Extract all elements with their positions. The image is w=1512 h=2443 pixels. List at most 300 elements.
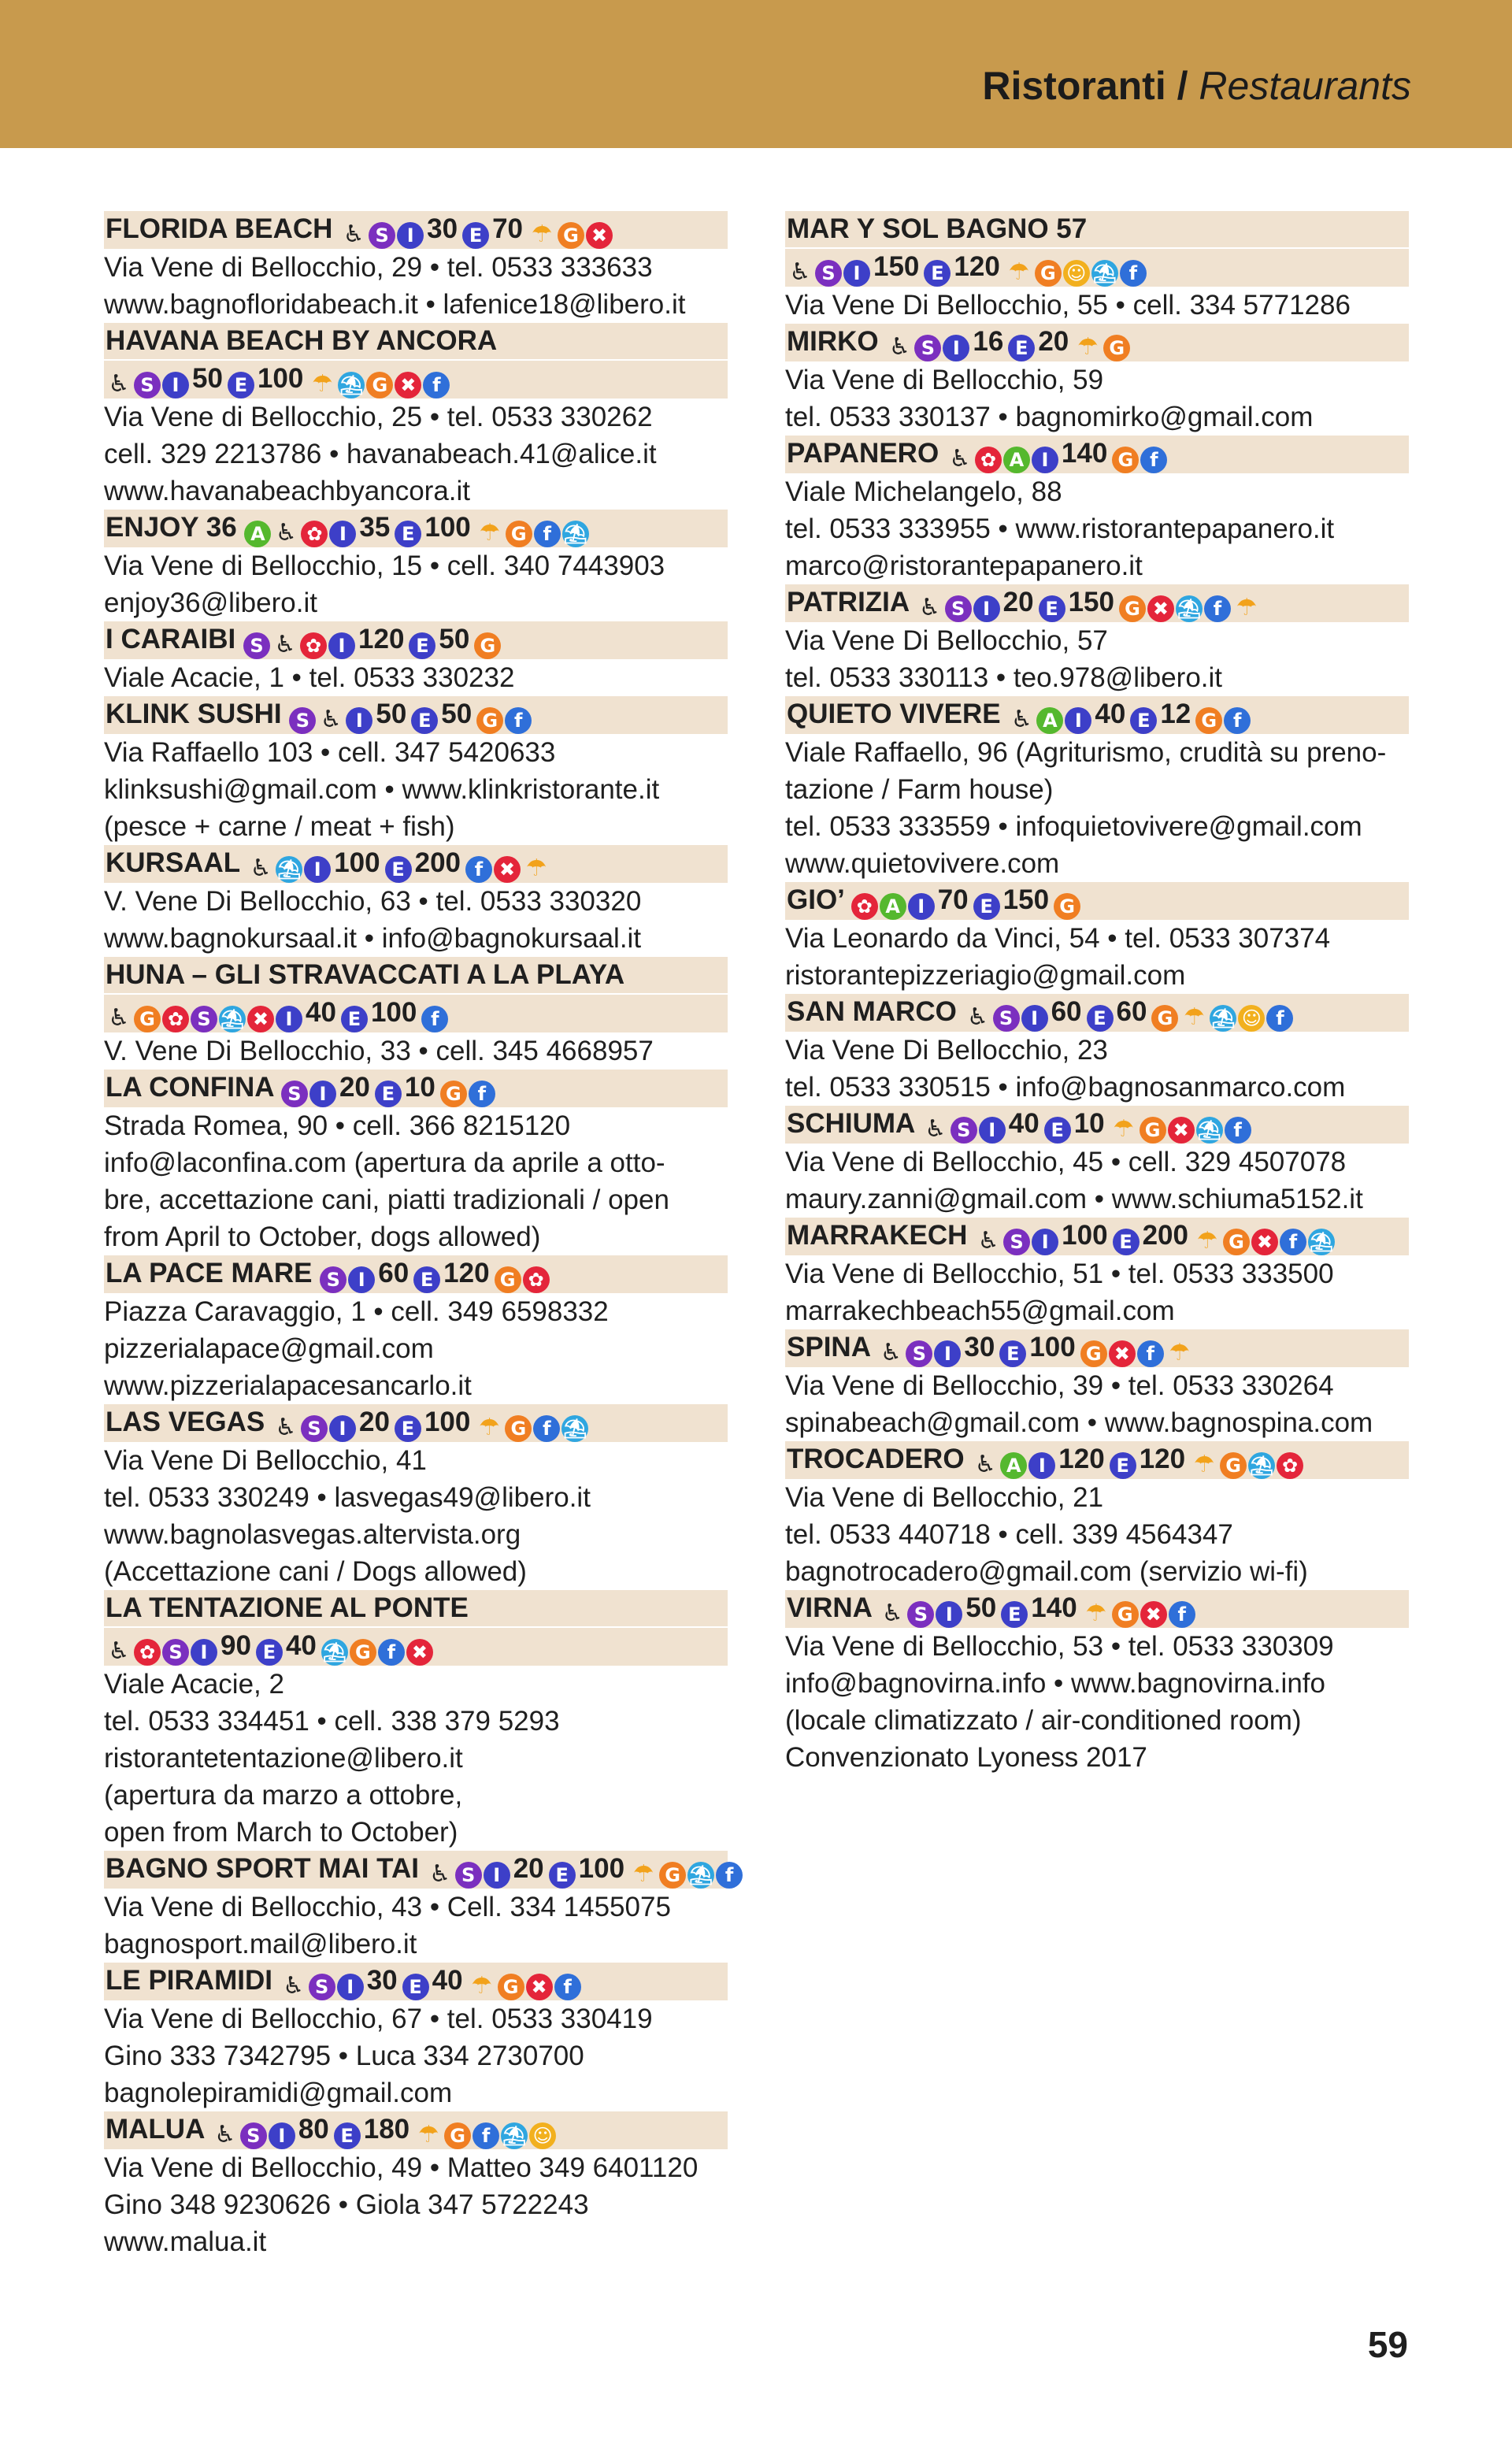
gluten-free-icon: G bbox=[1220, 1452, 1247, 1479]
wifi-icon: ⛱ bbox=[338, 372, 365, 399]
facebook-icon: f bbox=[554, 1974, 581, 2000]
facebook-icon: f bbox=[1225, 1117, 1251, 1144]
listing-name-bar bbox=[785, 584, 1409, 622]
listing-detail-line: Via Vene di Bellocchio, 67 • tel. 0533 330419 bbox=[104, 2004, 653, 2034]
listing-detail-line: tel. 0533 330249 • lasvegas49@libero.it bbox=[104, 1482, 591, 1513]
seat-count: 120 bbox=[358, 624, 405, 654]
service-icon: S bbox=[369, 222, 395, 249]
gluten-free-icon: G bbox=[366, 372, 393, 399]
listing-name-bar bbox=[785, 696, 1409, 734]
listing-entry bbox=[104, 2111, 728, 2260]
seat-count: 100 bbox=[1062, 1220, 1108, 1251]
listing-detail-line: ristorantepizzeriagio@gmail.com bbox=[785, 960, 1186, 991]
listing-entry bbox=[785, 1590, 1409, 1776]
credit-card-icon: ✖ bbox=[395, 372, 421, 399]
left-column bbox=[104, 211, 734, 2260]
listing-name-bar bbox=[785, 211, 1409, 247]
wifi-icon: ⛱ bbox=[1308, 1229, 1335, 1255]
right-column bbox=[785, 211, 1409, 1776]
indoor-seats-icon: I bbox=[484, 1862, 510, 1889]
gluten-free-icon: G bbox=[1035, 260, 1062, 287]
air-conditioning-icon: A bbox=[880, 893, 906, 920]
beach-umbrella-icon: ☂ bbox=[1183, 1003, 1205, 1031]
listing-entry bbox=[785, 1218, 1409, 1329]
gluten-free-icon: G bbox=[505, 1415, 532, 1442]
listing-name-bar bbox=[104, 2111, 728, 2149]
listing-name: ENJOY 36 bbox=[106, 512, 237, 543]
listing-name-bar bbox=[104, 1070, 728, 1107]
listing-detail-line: cell. 329 2213786 • havanabeach.41@alice.it bbox=[104, 439, 657, 469]
listing-name-bar bbox=[104, 510, 728, 547]
listing-name: SCHIUMA bbox=[787, 1108, 915, 1139]
listing-detail-line: bre, accettazione cani, piatti tradizionali / open bbox=[104, 1184, 669, 1215]
credit-card-icon: ✖ bbox=[526, 1974, 553, 2000]
beach-umbrella-icon: ☂ bbox=[478, 1414, 500, 1441]
listing-detail-line: ristorantetentazione@libero.it bbox=[104, 1743, 463, 1774]
indoor-seats-icon: I bbox=[162, 372, 189, 399]
indoor-seats-icon: I bbox=[843, 260, 870, 287]
facebook-icon: f bbox=[1224, 707, 1251, 734]
service-icon: S bbox=[309, 1974, 335, 2000]
listing-detail-line: Via Vene di Bellocchio, 51 • tel. 0533 333500 bbox=[785, 1259, 1334, 1289]
wheelchair-icon: ♿ bbox=[967, 1003, 989, 1031]
gluten-free-icon: G bbox=[440, 1081, 467, 1107]
wifi-icon: ⛱ bbox=[219, 1006, 246, 1032]
seat-count: 60 bbox=[378, 1258, 410, 1288]
listing-detail-line: Via Vene Di Bellocchio, 55 • cell. 334 5771286 bbox=[785, 290, 1351, 321]
seat-count: 100 bbox=[334, 847, 380, 878]
listing-detail-line: Via Vene di Bellocchio, 15 • cell. 340 7443903 bbox=[104, 551, 665, 581]
listing-name: MALUA bbox=[106, 2114, 205, 2145]
listing-detail-line: Via Leonardo da Vinci, 54 • tel. 0533 307374 bbox=[785, 923, 1331, 954]
beach-umbrella-icon: ☂ bbox=[1077, 333, 1099, 361]
listing-entry bbox=[104, 1851, 734, 1963]
listing-icons-bar bbox=[104, 1626, 728, 1666]
wifi-icon: ⛱ bbox=[501, 2122, 528, 2149]
facebook-icon: f bbox=[716, 1862, 743, 1889]
gluten-free-icon: G bbox=[659, 1862, 686, 1889]
seat-count: 120 bbox=[1058, 1444, 1105, 1474]
seat-count: 20 bbox=[339, 1072, 370, 1103]
indoor-seats-icon: I bbox=[346, 707, 372, 734]
listing-entry bbox=[104, 323, 728, 510]
outdoor-seats-icon: E bbox=[1087, 1005, 1114, 1032]
listing-name-bar bbox=[104, 1963, 728, 2000]
wifi-icon: ⛱ bbox=[1248, 1452, 1275, 1479]
service-icon: S bbox=[289, 707, 316, 734]
listing-detail-line: tel. 0533 440718 • cell. 339 4564347 bbox=[785, 1519, 1233, 1550]
listing-detail-line: tel. 0533 334451 • cell. 338 379 5293 bbox=[104, 1706, 560, 1737]
facebook-icon: f bbox=[533, 1415, 560, 1442]
listing-entry bbox=[785, 994, 1409, 1106]
facebook-icon: f bbox=[1266, 1005, 1293, 1032]
listing-detail-line: Via Vene di Bellocchio, 39 • tel. 0533 330264 bbox=[785, 1370, 1334, 1401]
wheelchair-icon: ♿ bbox=[881, 1600, 903, 1627]
page-title bbox=[982, 63, 1411, 109]
listing-detail-line: tel. 0533 330113 • teo.978@libero.it bbox=[785, 662, 1223, 693]
seat-count: 10 bbox=[1073, 1108, 1105, 1139]
service-icon: S bbox=[906, 1340, 932, 1367]
beach-umbrella-icon: ☂ bbox=[1008, 258, 1030, 286]
credit-card-icon: ✖ bbox=[1109, 1340, 1136, 1367]
listing-detail-line: Via Vene di Bellocchio, 49 • Matteo 349 6401120 bbox=[104, 2152, 699, 2183]
seat-count: 60 bbox=[1051, 996, 1082, 1027]
wifi-icon: ⛱ bbox=[1210, 1005, 1236, 1032]
listing-icons-bar bbox=[785, 247, 1409, 287]
beach-umbrella-icon: ☂ bbox=[1169, 1339, 1191, 1366]
listing-name: PAPANERO bbox=[787, 438, 939, 469]
listing-name-bar bbox=[104, 845, 728, 883]
kids-icon: ☺ bbox=[1238, 1005, 1265, 1032]
listing-entry bbox=[785, 696, 1409, 882]
seat-count: 200 bbox=[1142, 1220, 1188, 1251]
indoor-seats-icon: I bbox=[191, 1639, 217, 1666]
wheelchair-icon: ♿ bbox=[343, 221, 365, 248]
seat-count: 140 bbox=[1031, 1592, 1077, 1623]
facebook-icon: f bbox=[1137, 1340, 1164, 1367]
seat-count: 90 bbox=[220, 1630, 251, 1661]
listing-detail-line: bagnosport.mail@libero.it bbox=[104, 1929, 417, 1959]
listing-name: KURSAAL bbox=[106, 847, 240, 878]
listing-entry bbox=[785, 584, 1409, 696]
wheelchair-icon: ♿ bbox=[977, 1227, 999, 1255]
wifi-icon: ⛱ bbox=[1176, 595, 1203, 622]
listing-detail-line: tel. 0533 333559 • infoquietovivere@gmail.com bbox=[785, 811, 1362, 842]
outdoor-seats-icon: E bbox=[402, 1974, 429, 2000]
wheelchair-icon: ♿ bbox=[1010, 706, 1032, 733]
gluten-free-icon: G bbox=[498, 1974, 524, 2000]
seat-count: 40 bbox=[432, 1965, 463, 1996]
wheelchair-icon: ♿ bbox=[283, 1972, 305, 2000]
seat-count: 60 bbox=[1116, 996, 1147, 1027]
seat-count: 120 bbox=[954, 251, 1000, 282]
listing-detail-line: Viale Raffaello, 96 (Agriturismo, crudità su preno- bbox=[785, 737, 1387, 768]
outdoor-seats-icon: E bbox=[413, 1266, 440, 1293]
indoor-seats-icon: I bbox=[973, 595, 1000, 622]
listing-detail-line: tazione / Farm house) bbox=[785, 774, 1054, 805]
listing-name: KLINK SUSHI bbox=[106, 699, 282, 729]
listing-detail-line: Via Vene Di Bellocchio, 23 bbox=[785, 1035, 1108, 1066]
listing-entry bbox=[104, 1255, 728, 1404]
listing-name: MARRAKECH bbox=[787, 1220, 968, 1251]
gluten-free-icon: G bbox=[495, 1266, 521, 1293]
listing-detail-line: pizzerialapace@gmail.com bbox=[104, 1333, 434, 1364]
listing-detail-line: spinabeach@gmail.com • www.bagnospina.com bbox=[785, 1407, 1373, 1438]
listing-name-bar bbox=[104, 323, 728, 359]
page-header bbox=[0, 0, 1512, 148]
gluten-free-icon: G bbox=[1195, 707, 1222, 734]
facebook-icon: f bbox=[469, 1081, 495, 1107]
indoor-seats-icon: I bbox=[1065, 707, 1091, 734]
service-icon: S bbox=[191, 1006, 217, 1032]
seat-count: 40 bbox=[1008, 1108, 1040, 1139]
service-icon: S bbox=[281, 1081, 308, 1107]
indoor-seats-icon: I bbox=[337, 1974, 364, 2000]
gluten-free-icon: G bbox=[1103, 335, 1130, 361]
facebook-icon: f bbox=[1120, 260, 1147, 287]
beach-umbrella-icon: ☂ bbox=[479, 519, 501, 547]
gluten-free-icon: G bbox=[444, 2122, 471, 2149]
seat-count: 20 bbox=[1002, 587, 1034, 617]
wheelchair-icon: ♿ bbox=[880, 1339, 902, 1366]
listing-entry bbox=[104, 1590, 728, 1851]
facebook-icon: f bbox=[421, 1006, 448, 1032]
listing-detail-line: bagnotrocadero@gmail.com (servizio wi-fi) bbox=[785, 1556, 1308, 1587]
pizza-icon: ✿ bbox=[301, 521, 328, 547]
indoor-seats-icon: I bbox=[276, 1006, 302, 1032]
listing-detail-line: V. Vene Di Bellocchio, 33 • cell. 345 4668957 bbox=[104, 1036, 654, 1066]
page-title-italic: Restaurants bbox=[1188, 64, 1411, 108]
listing-name: LA TENTAZIONE AL PONTE bbox=[106, 1592, 469, 1623]
seat-count: 120 bbox=[443, 1258, 490, 1288]
seat-count: 50 bbox=[441, 699, 472, 729]
wheelchair-icon: ♿ bbox=[925, 1115, 947, 1143]
listing-detail-line: klinksushi@gmail.com • www.klinkristorante.it bbox=[104, 774, 660, 805]
outdoor-seats-icon: E bbox=[973, 893, 1000, 920]
service-icon: S bbox=[993, 1005, 1020, 1032]
air-conditioning-icon: A bbox=[1000, 1452, 1027, 1479]
listing-name-bar bbox=[104, 1255, 728, 1293]
listing-name: TROCADERO bbox=[787, 1444, 965, 1474]
wheelchair-icon: ♿ bbox=[214, 2121, 236, 2148]
listing-entry bbox=[785, 1106, 1409, 1218]
listing-name: FLORIDA BEACH bbox=[106, 213, 333, 244]
wifi-icon: ⛱ bbox=[561, 1415, 588, 1442]
seat-count: 100 bbox=[257, 363, 304, 394]
listing-name-bar bbox=[785, 436, 1409, 473]
seat-count: 16 bbox=[973, 326, 1004, 357]
indoor-seats-icon: I bbox=[329, 1415, 356, 1442]
seat-count: 100 bbox=[424, 512, 471, 543]
service-icon: S bbox=[907, 1601, 934, 1628]
listing-entry bbox=[785, 211, 1409, 324]
wheelchair-icon: ♿ bbox=[949, 445, 971, 473]
outdoor-seats-icon: E bbox=[1039, 595, 1065, 622]
service-icon: S bbox=[815, 260, 842, 287]
pizza-icon: ✿ bbox=[162, 1006, 189, 1032]
seat-count: 80 bbox=[298, 2114, 329, 2145]
beach-umbrella-icon: ☂ bbox=[471, 1972, 493, 2000]
listing-name-bar bbox=[104, 621, 728, 659]
outdoor-seats-icon: E bbox=[411, 707, 438, 734]
listing-icons-bar bbox=[104, 993, 728, 1032]
gluten-free-icon: G bbox=[1140, 1117, 1166, 1144]
facebook-icon: f bbox=[465, 856, 492, 883]
listing-detail-line: Via Vene di Bellocchio, 59 bbox=[785, 365, 1104, 395]
listing-name: BAGNO SPORT MAI TAI bbox=[106, 1853, 419, 1884]
listing-detail-line: open from March to October) bbox=[104, 1817, 458, 1848]
listing-detail-line: info@laconfina.com (apertura da aprile a otto- bbox=[104, 1147, 665, 1178]
indoor-seats-icon: I bbox=[943, 335, 969, 361]
gluten-free-icon: G bbox=[474, 632, 501, 659]
indoor-seats-icon: I bbox=[936, 1601, 962, 1628]
listing-icons-bar bbox=[104, 359, 728, 399]
beach-umbrella-icon: ☂ bbox=[632, 1860, 654, 1888]
listing-name-bar bbox=[785, 1106, 1409, 1144]
beach-umbrella-icon: ☂ bbox=[1193, 1451, 1215, 1478]
listing-name-bar bbox=[104, 696, 728, 734]
seat-count: 100 bbox=[1029, 1332, 1076, 1362]
credit-card-icon: ✖ bbox=[494, 856, 521, 883]
air-conditioning-icon: A bbox=[1036, 707, 1063, 734]
wheelchair-icon: ♿ bbox=[108, 370, 130, 398]
listing-detail-line: tel. 0533 330137 • bagnomirko@gmail.com bbox=[785, 402, 1314, 432]
credit-card-icon: ✖ bbox=[406, 1639, 433, 1666]
gluten-free-icon: G bbox=[476, 707, 503, 734]
seat-count: 12 bbox=[1160, 699, 1191, 729]
listing-detail-line: Via Vene di Bellocchio, 53 • tel. 0533 330309 bbox=[785, 1631, 1334, 1662]
gluten-free-icon: G bbox=[506, 521, 532, 547]
listing-name: HAVANA BEACH BY ANCORA bbox=[106, 325, 498, 356]
seat-count: 30 bbox=[366, 1965, 398, 1996]
listing-name: PATRIZIA bbox=[787, 587, 909, 617]
outdoor-seats-icon: E bbox=[924, 260, 951, 287]
wheelchair-icon: ♿ bbox=[275, 1414, 297, 1441]
listing-name-bar bbox=[104, 1590, 728, 1626]
listing-detail-line: www.pizzerialapacesancarlo.it bbox=[104, 1370, 472, 1401]
listing-detail-line: Via Vene di Bellocchio, 43 • Cell. 334 1455075 bbox=[104, 1892, 671, 1922]
air-conditioning-icon: A bbox=[1003, 447, 1030, 473]
seat-count: 30 bbox=[427, 213, 458, 244]
credit-card-icon: ✖ bbox=[586, 222, 613, 249]
listing-detail-line: www.havanabeachbyancora.it bbox=[104, 476, 471, 506]
listing-name-bar bbox=[785, 324, 1409, 361]
listing-entry bbox=[104, 696, 728, 845]
seat-count: 40 bbox=[306, 997, 336, 1028]
seat-count: 180 bbox=[363, 2114, 410, 2145]
indoor-seats-icon: I bbox=[934, 1340, 961, 1367]
service-icon: S bbox=[162, 1639, 189, 1666]
listing-detail-line: Via Raffaello 103 • cell. 347 5420633 bbox=[104, 737, 556, 768]
outdoor-seats-icon: E bbox=[549, 1862, 576, 1889]
listing-name: SAN MARCO bbox=[787, 996, 957, 1027]
listing-detail-line: info@bagnovirna.info • www.bagnovirna.info bbox=[785, 1668, 1325, 1699]
gluten-free-icon: G bbox=[1112, 1601, 1139, 1628]
listing-detail-line: V. Vene Di Bellocchio, 63 • tel. 0533 330320 bbox=[104, 886, 642, 917]
listing-detail-line: Via Vene di Bellocchio, 45 • cell. 329 4507078 bbox=[785, 1147, 1347, 1177]
listing-detail-line: marco@ristorantepapanero.it bbox=[785, 551, 1143, 581]
listing-name-bar bbox=[104, 1851, 734, 1889]
beach-umbrella-icon: ☂ bbox=[1085, 1600, 1107, 1627]
service-icon: S bbox=[1003, 1229, 1030, 1255]
listing-detail-line: Viale Acacie, 1 • tel. 0533 330232 bbox=[104, 662, 515, 693]
listing-name-bar bbox=[785, 1218, 1409, 1255]
wifi-icon: ⛱ bbox=[687, 1862, 714, 1889]
listing-name-bar bbox=[104, 211, 728, 249]
indoor-seats-icon: I bbox=[309, 1081, 336, 1107]
outdoor-seats-icon: E bbox=[999, 1340, 1026, 1367]
wheelchair-icon: ♿ bbox=[275, 519, 297, 547]
outdoor-seats-icon: E bbox=[1001, 1601, 1028, 1628]
wheelchair-icon: ♿ bbox=[888, 333, 910, 361]
listing-entry bbox=[104, 1404, 728, 1590]
wheelchair-icon: ♿ bbox=[108, 1004, 130, 1032]
listing-name: LA PACE MARE bbox=[106, 1258, 313, 1288]
credit-card-icon: ✖ bbox=[1168, 1117, 1195, 1144]
listing-detail-line: (apertura da marzo a ottobre, bbox=[104, 1780, 463, 1811]
gluten-free-icon: G bbox=[1054, 893, 1080, 920]
outdoor-seats-icon: E bbox=[334, 2122, 361, 2149]
seat-count: 150 bbox=[873, 251, 920, 282]
seat-count: 50 bbox=[192, 363, 223, 394]
listing-entry bbox=[785, 436, 1409, 584]
seat-count: 20 bbox=[1038, 326, 1069, 357]
facebook-icon: f bbox=[423, 372, 450, 399]
listing-detail-line: Via Vene Di Bellocchio, 57 bbox=[785, 625, 1108, 656]
credit-card-icon: ✖ bbox=[1140, 1601, 1167, 1628]
outdoor-seats-icon: E bbox=[341, 1006, 368, 1032]
listing-detail-line: bagnolepiramidi@gmail.com bbox=[104, 2078, 453, 2108]
seat-count: 100 bbox=[370, 997, 417, 1028]
seat-count: 70 bbox=[937, 884, 969, 915]
seat-count: 70 bbox=[492, 213, 524, 244]
wheelchair-icon: ♿ bbox=[320, 706, 342, 733]
listing-name-bar bbox=[785, 1441, 1409, 1479]
service-icon: S bbox=[301, 1415, 328, 1442]
listing-detail-line: www.bagnolasvegas.altervista.org bbox=[104, 1519, 521, 1550]
listing-detail-line: Convenzionato Lyoness 2017 bbox=[785, 1742, 1147, 1773]
outdoor-seats-icon: E bbox=[395, 1415, 421, 1442]
listing-entry bbox=[104, 1963, 728, 2111]
credit-card-icon: ✖ bbox=[1251, 1229, 1278, 1255]
beach-umbrella-icon: ☂ bbox=[1113, 1115, 1135, 1143]
outdoor-seats-icon: E bbox=[1044, 1117, 1071, 1144]
listing-detail-line: Viale Michelangelo, 88 bbox=[785, 476, 1062, 507]
wheelchair-icon: ♿ bbox=[250, 854, 272, 882]
seat-count: 150 bbox=[1002, 884, 1050, 915]
facebook-icon: f bbox=[1204, 595, 1231, 622]
wheelchair-icon: ♿ bbox=[274, 631, 296, 658]
outdoor-seats-icon: E bbox=[375, 1081, 402, 1107]
indoor-seats-icon: I bbox=[908, 893, 935, 920]
listing-name-bar bbox=[785, 1329, 1409, 1367]
indoor-seats-icon: I bbox=[269, 2122, 295, 2149]
facebook-icon: f bbox=[1140, 447, 1167, 473]
listing-detail-line: Via Vene di Bellocchio, 25 • tel. 0533 330262 bbox=[104, 402, 653, 432]
indoor-seats-icon: I bbox=[329, 521, 356, 547]
listing-entry bbox=[104, 845, 728, 957]
beach-umbrella-icon: ☂ bbox=[1236, 594, 1258, 621]
listing-detail-line: marrakechbeach55@gmail.com bbox=[785, 1296, 1175, 1326]
indoor-seats-icon: I bbox=[979, 1117, 1006, 1144]
listing-name: VIRNA bbox=[787, 1592, 872, 1623]
facebook-icon: f bbox=[1169, 1601, 1195, 1628]
service-icon: S bbox=[455, 1862, 482, 1889]
wheelchair-icon: ♿ bbox=[429, 1860, 451, 1888]
listing-entry bbox=[785, 1441, 1409, 1590]
seat-count: 35 bbox=[359, 512, 391, 543]
seat-count: 40 bbox=[285, 1630, 317, 1661]
gluten-free-icon: G bbox=[1119, 595, 1146, 622]
pizza-icon: ✿ bbox=[851, 893, 878, 920]
beach-umbrella-icon: ☂ bbox=[311, 370, 333, 398]
outdoor-seats-icon: E bbox=[462, 222, 489, 249]
pizza-icon: ✿ bbox=[523, 1266, 550, 1293]
seat-count: 50 bbox=[965, 1592, 997, 1623]
listing-name-bar bbox=[785, 882, 1409, 920]
listing-detail-line: tel. 0533 330515 • info@bagnosanmarco.com bbox=[785, 1072, 1346, 1103]
indoor-seats-icon: I bbox=[348, 1266, 375, 1293]
listing-name: GIO’ bbox=[787, 884, 843, 915]
wifi-icon: ⛱ bbox=[321, 1639, 348, 1666]
outdoor-seats-icon: E bbox=[256, 1639, 283, 1666]
listing-name: MIRKO bbox=[787, 326, 879, 357]
indoor-seats-icon: I bbox=[304, 856, 331, 883]
outdoor-seats-icon: E bbox=[228, 372, 254, 399]
indoor-seats-icon: I bbox=[328, 632, 355, 659]
listing-detail-line: (Accettazione cani / Dogs allowed) bbox=[104, 1556, 527, 1587]
listing-name: LE PIRAMIDI bbox=[106, 1965, 272, 1996]
